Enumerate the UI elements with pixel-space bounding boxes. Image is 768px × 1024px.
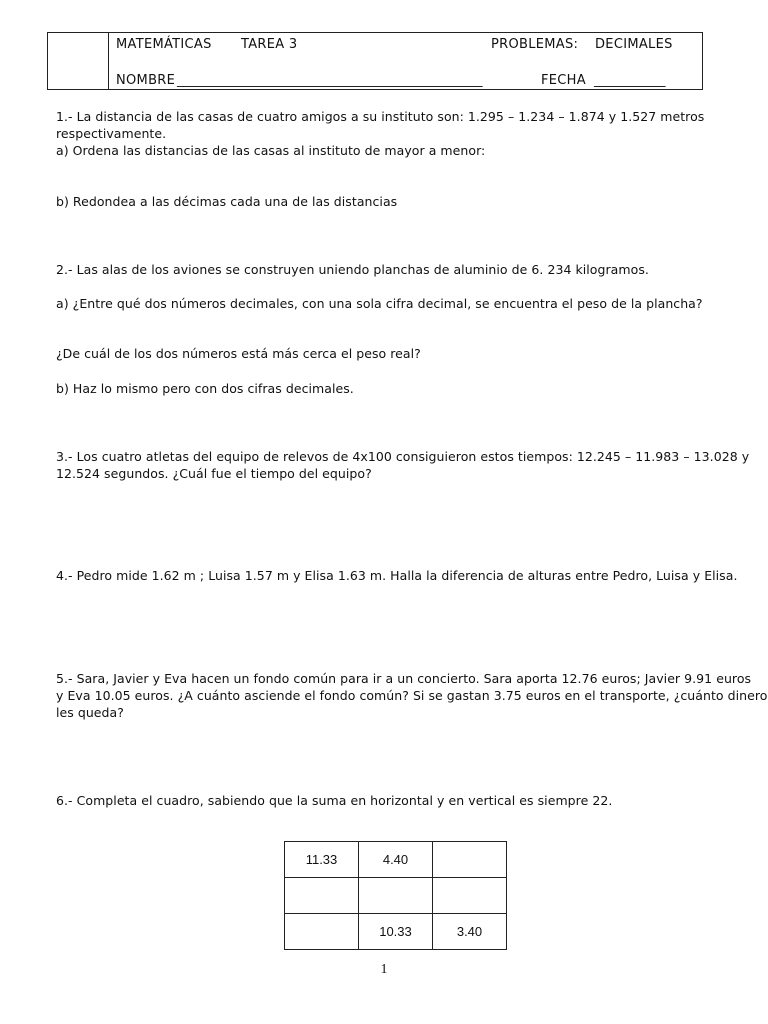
subject-label: MATEMÁTICAS <box>116 37 212 52</box>
page-number: 1 <box>380 962 388 977</box>
grid-row <box>285 914 507 950</box>
grid-cell-empty[interactable] <box>359 878 433 914</box>
grid-cell-empty[interactable] <box>433 842 507 878</box>
problem-2-part-a: a) ¿Entre qué dos números decimales, con una sola cifra decimal, se encuentra el peso de la plancha? <box>56 296 703 311</box>
grid-cell: 3.40 <box>433 914 507 950</box>
name-line[interactable]: _______________________________________________ <box>177 73 483 88</box>
problem-5-line-3: les queda? <box>56 705 124 720</box>
problem-2-question: ¿De cuál de los dos números está más cerca el peso real? <box>56 346 421 361</box>
problem-2-line-1: 2.- Las alas de los aviones se construyen uniendo planchas de aluminio de 6. 234 kilogramos. <box>56 262 649 277</box>
grid-cell: 11.33 <box>285 842 359 878</box>
problem-1-part-a: a) Ordena las distancias de las casas al instituto de mayor a menor: <box>56 143 486 158</box>
problem-6-line-1: 6.- Completa el cuadro, sabiendo que la suma en horizontal y en vertical es siempre 22. <box>56 793 613 808</box>
topic-value: DECIMALES <box>595 37 673 52</box>
problem-5-line-2: y Eva 10.05 euros. ¿A cuánto asciende el fondo común? Si se gastan 3.75 euros en el transporte, ¿cuánto dinero <box>56 688 768 703</box>
problem-1-part-b: b) Redondea a las décimas cada una de las distancias <box>56 194 398 209</box>
problem-3-line-1: 3.- Los cuatro atletas del equipo de relevos de 4x100 consiguieron estos tiempos: 12.245 – 11.983 – 13.028 y <box>56 449 750 464</box>
task-label: TAREA 3 <box>241 37 298 52</box>
grid-cell: 4.40 <box>359 842 433 878</box>
header-box <box>47 32 703 90</box>
problem-3-line-2: 12.524 segundos. ¿Cuál fue el tiempo del equipo? <box>56 466 372 481</box>
grid-cell-empty[interactable] <box>285 914 359 950</box>
date-line[interactable]: ___________ <box>594 73 666 88</box>
magic-square-grid <box>284 841 507 950</box>
grid-cell: 10.33 <box>359 914 433 950</box>
problem-4-line-1: 4.- Pedro mide 1.62 m ; Luisa 1.57 m y Elisa 1.63 m. Halla la diferencia de alturas entre Pedro, Luisa y Elisa. <box>56 568 738 583</box>
grid-row <box>285 878 507 914</box>
grid-cell-empty[interactable] <box>285 878 359 914</box>
problem-1-line-1: 1.- La distancia de las casas de cuatro amigos a su instituto son: 1.295 – 1.234 – 1.874 y 1.527 metros <box>56 109 705 124</box>
grid-row <box>285 842 507 878</box>
problem-5-line-1: 5.- Sara, Javier y Eva hacen un fondo común para ir a un concierto. Sara aporta 12.76 euros; Javier 9.91 euros <box>56 671 752 686</box>
topic-label: PROBLEMAS: <box>491 37 579 52</box>
grid-cell-empty[interactable] <box>433 878 507 914</box>
name-label: NOMBRE <box>116 73 176 88</box>
header-blank-cell <box>48 33 109 89</box>
problem-2-part-b: b) Haz lo mismo pero con dos cifras decimales. <box>56 381 354 396</box>
problem-1-line-2: respectivamente. <box>56 126 167 141</box>
date-label: FECHA <box>541 73 586 88</box>
